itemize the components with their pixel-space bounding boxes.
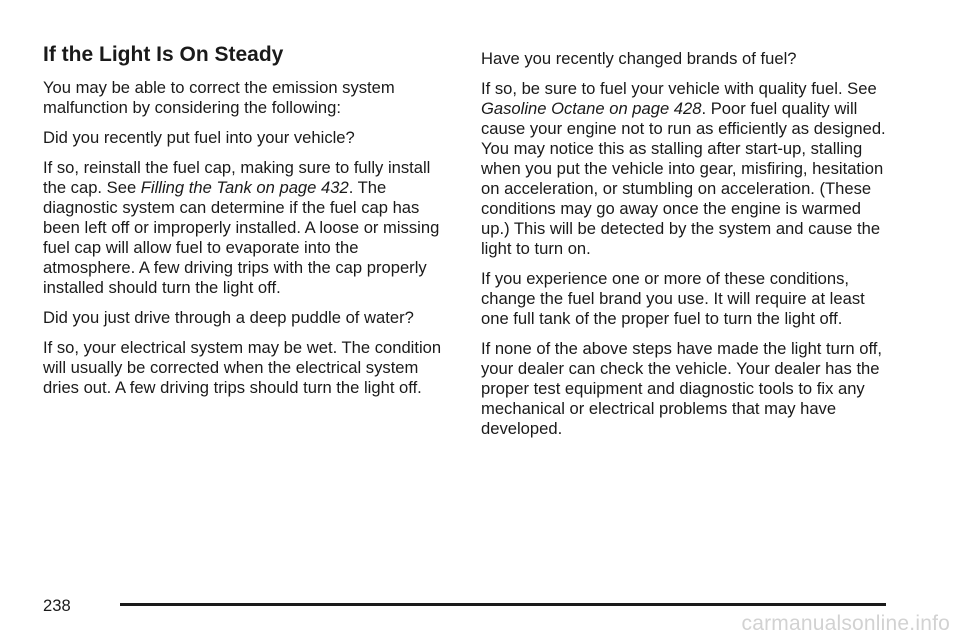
question-recent-fuel: Did you recently put fuel into your vehicle? [43,128,355,147]
filling-tank-reference[interactable]: Filling the Tank on page 432 [140,178,349,197]
fuel-quality-text-start: If so, be sure to fuel your vehicle with quality fuel. See [481,79,877,98]
electrical-wet-paragraph: If so, your electrical system may be wet. The condition will usually be corrected when the electrical system dries out. A few driving trips should turn the light off. [43,338,442,397]
fuel-cap-text-start: If so, reinstall the fuel cap, making sure to fully install the cap. See [43,158,431,197]
fuel-cap-text-end: . The diagnostic system can determine if the fuel cap has been left off or improperly installed. A loose or missing fuel cap will allow fuel to evaporate into the atmosphere. A few driving trips with the cap properly installed should turn the light off. [43,178,440,297]
gasoline-octane-reference[interactable]: Gasoline Octane on page 428 [481,99,702,118]
watermark: carmanualsonline.info [741,612,950,635]
left-column [43,42,453,408]
right-column [481,49,891,449]
page-number: 238 [43,596,71,615]
question-deep-puddle: Did you just drive through a deep puddle of water? [43,308,414,327]
dealer-check-paragraph: If none of the above steps have made the light turn off, your dealer can check the vehicle. Your dealer has the proper test equipment and diagnostic tools to fix any mechanical or electrical problems that may have developed. [481,339,882,438]
change-brand-paragraph: If you experience one or more of these conditions, change the fuel brand you use. It will require at least one full tank of the proper fuel to turn the light off. [481,269,865,328]
intro-paragraph: You may be able to correct the emission system malfunction by considering the following: [43,78,395,117]
fuel-cap-paragraph [43,158,453,298]
section-heading: If the Light Is On Steady [43,43,284,66]
question-changed-brands: Have you recently changed brands of fuel? [481,49,797,68]
fuel-quality-paragraph [481,79,891,259]
footer-rule [120,603,886,606]
fuel-quality-text-end: . Poor fuel quality will cause your engine not to run as efficiently as designed. You may notice this as stalling after start-up, stalling when you put the vehicle into gear, misfiring, hesitation on acceleration, or stumbling on acceleration. (These conditions may go away once the engine is warmed up.) This will be detected by the system and cause the light to turn on. [481,99,886,258]
